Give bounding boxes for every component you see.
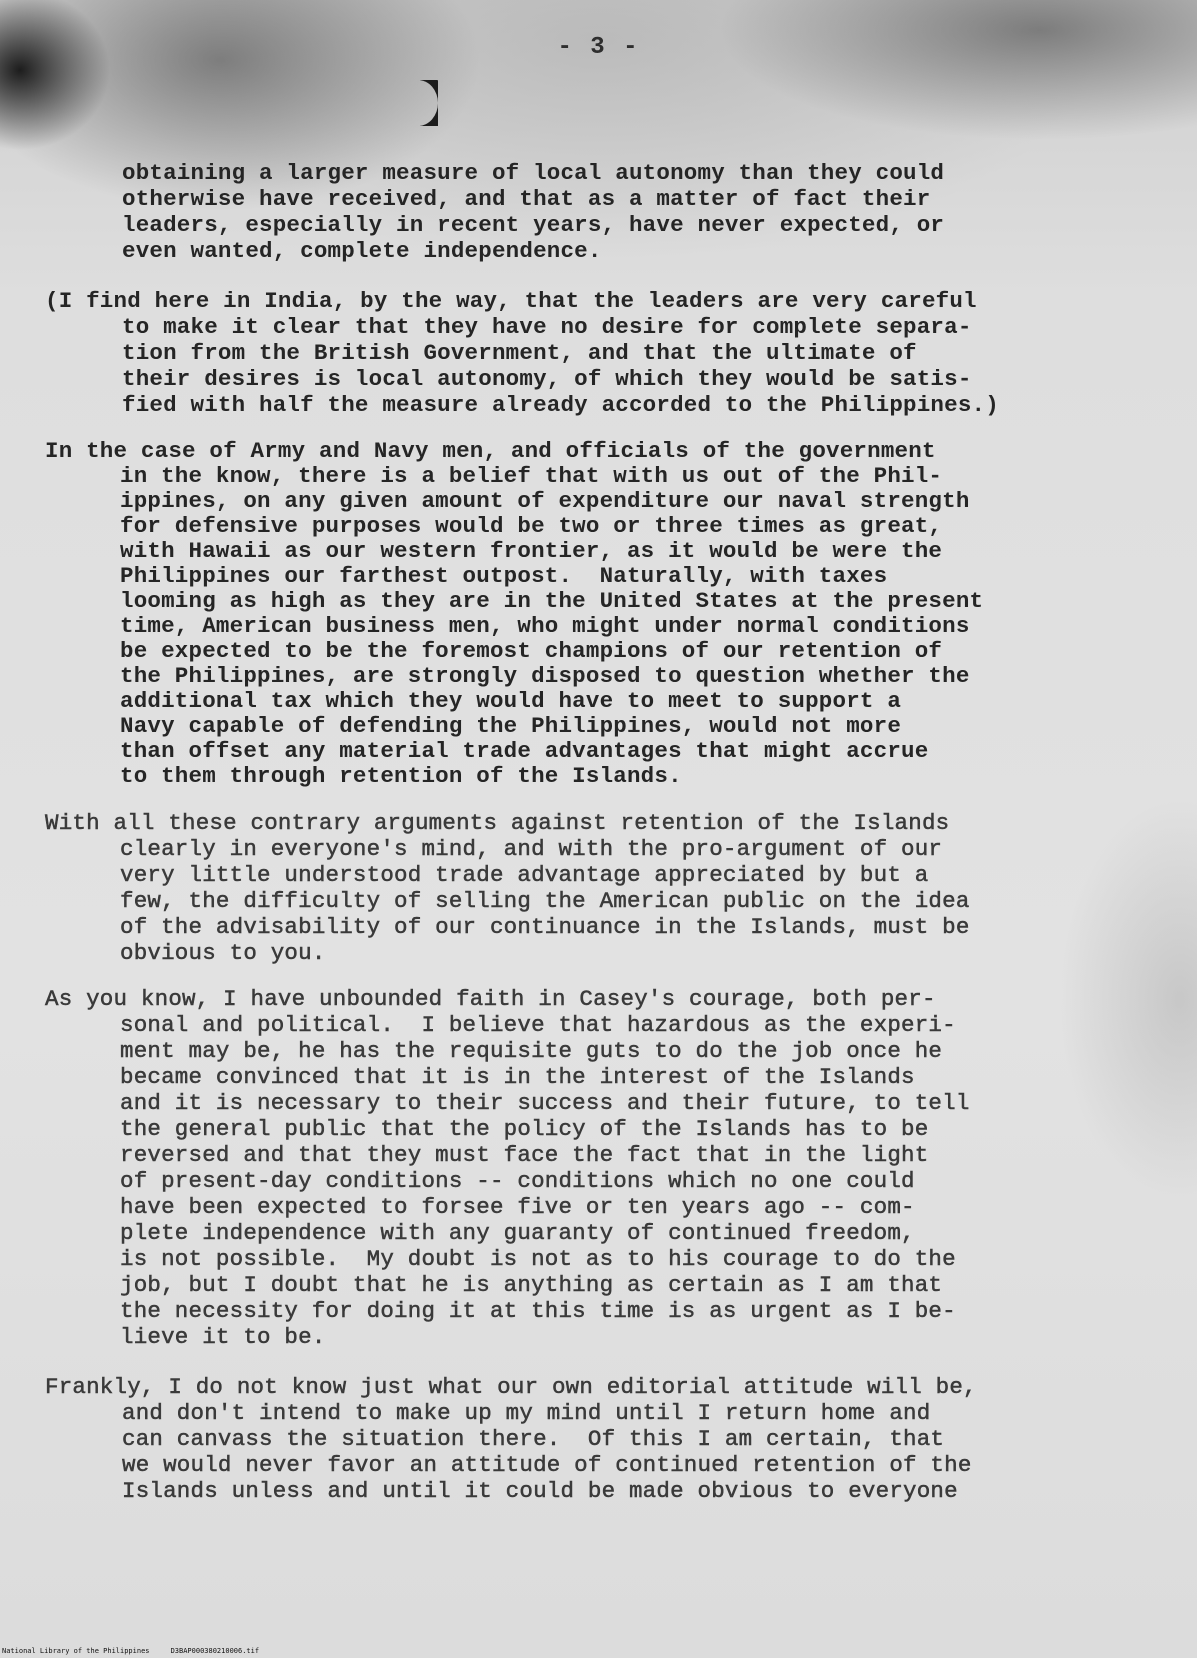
- paragraph-5-line-4: became convinced that it is in the interest of the Islands: [120, 1064, 915, 1090]
- paragraph-5-line-3: ment may be, he has the requisite guts to do the job once he: [120, 1038, 943, 1064]
- paragraph-5-line-13: the necessity for doing it at this time is as urgent as I be-: [120, 1298, 956, 1324]
- paragraph-4-line-1: With all these contrary arguments against retention of the Islands: [45, 810, 950, 836]
- paragraph-2-line-1: (I find here in India, by the way, that the leaders are very careful: [45, 288, 977, 314]
- paragraph-4-line-4: few, the difficulty of selling the American public on the idea: [120, 888, 970, 914]
- paragraph-5-line-12: job, but I doubt that he is anything as certain as I am that: [120, 1272, 943, 1298]
- paragraph-5-line-11: is not possible. My doubt is not as to his courage to do the: [120, 1246, 956, 1272]
- paragraph-1-line-2: otherwise have received, and that as a matter of fact their: [122, 186, 931, 212]
- paragraph-3-line-11: additional tax which they would have to meet to support a: [120, 688, 902, 714]
- page-number: - 3 -: [557, 34, 640, 61]
- paragraph-3-line-14: to them through retention of the Islands.: [120, 763, 682, 789]
- paragraph-5-line-10: plete independence with any guaranty of continued freedom,: [120, 1220, 915, 1246]
- paragraph-4-line-6: obvious to you.: [120, 940, 326, 966]
- paragraph-3-line-4: for defensive purposes would be two or three times as great,: [120, 513, 943, 539]
- paragraph-3-line-8: time, American business men, who might under normal conditions: [120, 613, 970, 639]
- paragraph-1-line-1: obtaining a larger measure of local autonomy than they could: [122, 160, 945, 186]
- paragraph-6-line-1: Frankly, I do not know just what our own editorial attitude will be,: [45, 1374, 977, 1400]
- paragraph-4-line-2: clearly in everyone's mind, and with the pro-argument of our: [120, 836, 943, 862]
- paragraph-6-line-5: Islands unless and until it could be made obvious to everyone: [122, 1478, 958, 1504]
- paragraph-3-line-13: than offset any material trade advantages that might accrue: [120, 738, 929, 764]
- paragraph-5-line-9: have been expected to forsee five or ten years ago -- com-: [120, 1194, 915, 1220]
- paragraph-1-line-3: leaders, especially in recent years, have never expected, or: [122, 212, 945, 238]
- paragraph-3-line-1: In the case of Army and Navy men, and officials of the government: [45, 438, 936, 464]
- paragraph-4-line-3: very little understood trade advantage appreciated by but a: [120, 862, 929, 888]
- paragraph-6-line-3: can canvass the situation there. Of this I am certain, that: [122, 1426, 945, 1452]
- paragraph-5-line-6: the general public that the policy of the Islands has to be: [120, 1116, 929, 1142]
- paragraph-2-line-5: fied with half the measure already accorded to the Philippines.): [122, 392, 999, 418]
- paragraph-2-line-4: their desires is local autonomy, of which they would be satis-: [122, 366, 972, 392]
- paragraph-5-line-1: As you know, I have unbounded faith in Casey's courage, both per-: [45, 986, 936, 1012]
- paragraph-2-line-2: to make it clear that they have no desire for complete separa-: [122, 314, 972, 340]
- paragraph-4-line-5: of the advisability of our continuance in the Islands, must be: [120, 914, 970, 940]
- paragraph-5-line-7: reversed and that they must face the fact that in the light: [120, 1142, 929, 1168]
- paragraph-3-line-5: with Hawaii as our western frontier, as it would be were the: [120, 538, 943, 564]
- paragraph-3-line-7: looming as high as they are in the United States at the present: [120, 588, 984, 614]
- paragraph-3-line-9: be expected to be the foremost champions of our retention of: [120, 638, 943, 664]
- ink-blot: [398, 80, 438, 126]
- paragraph-5-line-2: sonal and political. I believe that hazardous as the experi-: [120, 1012, 956, 1038]
- paragraph-6-line-2: and don't intend to make up my mind until I return home and: [122, 1400, 931, 1426]
- paragraph-5-line-5: and it is necessary to their success and their future, to tell: [120, 1090, 970, 1116]
- paragraph-6-line-4: we would never favor an attitude of continued retention of the: [122, 1452, 972, 1478]
- paragraph-2-line-3: tion from the British Government, and that the ultimate of: [122, 340, 917, 366]
- paragraph-5-line-14: lieve it to be.: [120, 1324, 326, 1350]
- paragraph-3-line-6: Philippines our farthest outpost. Naturally, with taxes: [120, 563, 888, 589]
- archive-footer: National Library of the Philippines D3BAP000380210006.tif: [2, 1647, 260, 1655]
- paragraph-3-line-12: Navy capable of defending the Philippines, would not more: [120, 713, 902, 739]
- paragraph-1-line-4: even wanted, complete independence.: [122, 238, 602, 264]
- paragraph-3-line-10: the Philippines, are strongly disposed to question whether the: [120, 663, 970, 689]
- paragraph-3-line-2: in the know, there is a belief that with us out of the Phil-: [120, 463, 943, 489]
- paragraph-5-line-8: of present-day conditions -- conditions which no one could: [120, 1168, 915, 1194]
- paragraph-3-line-3: ippines, on any given amount of expenditure our naval strength: [120, 488, 970, 514]
